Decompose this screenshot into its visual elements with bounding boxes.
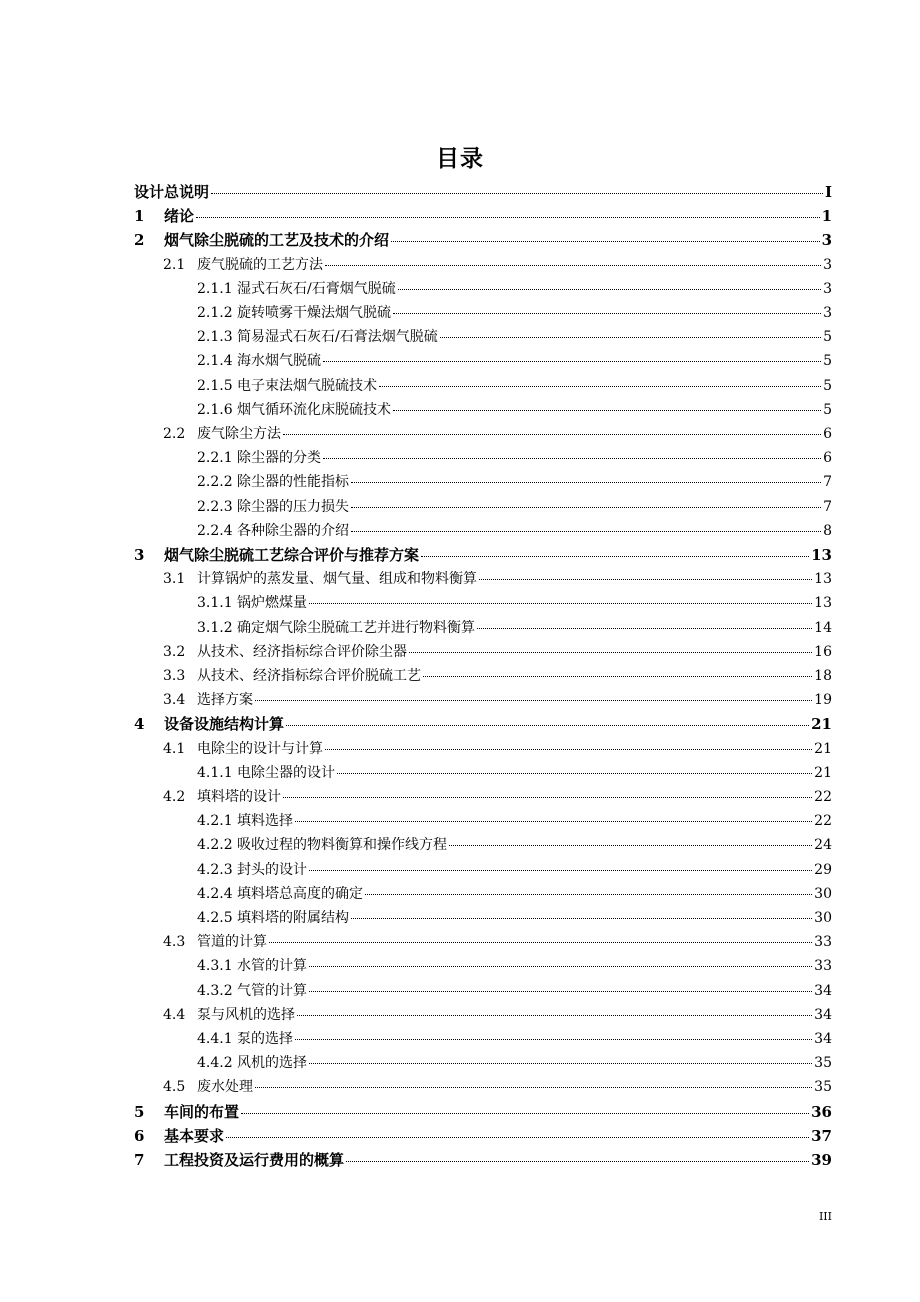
toc-entry[interactable] — [163, 931, 832, 951]
toc-entry-page: 35 — [814, 1079, 832, 1096]
toc-entry-label: 填料选择 — [237, 813, 293, 830]
toc-entry-number: 4.4.2 — [197, 1055, 233, 1072]
toc-entry-page: 36 — [811, 1102, 832, 1121]
toc-dot-leader — [365, 894, 812, 895]
toc-entry-page: 1 — [821, 207, 832, 226]
toc-entry-label: 烟气循环流化床脱硫技术 — [237, 401, 391, 418]
toc-dot-leader — [255, 700, 812, 701]
toc-entry-label: 从技术、经济指标综合评价除尘器 — [197, 643, 407, 660]
toc-entry-page: 6 — [823, 450, 832, 467]
toc-dot-leader — [323, 458, 821, 459]
toc-entry-number: 2.1.4 — [197, 353, 233, 370]
toc-entry-page: 30 — [814, 910, 832, 926]
toc-entry[interactable] — [197, 471, 832, 491]
toc-entry-number: 1 — [134, 207, 145, 226]
toc-entry[interactable] — [197, 520, 832, 540]
toc-entry-number: 4.4 — [163, 1006, 186, 1023]
toc-entry-number: 2.1.3 — [197, 329, 233, 346]
toc-entry-label: 水管的计算 — [237, 958, 307, 975]
toc-entry[interactable] — [134, 544, 832, 565]
toc-entry-page: 3 — [821, 231, 832, 250]
toc-entry-number: 4.1 — [163, 740, 186, 757]
toc-entry-label: 湿式石灰石/石膏烟气脱硫 — [237, 280, 396, 297]
toc-dot-leader — [309, 603, 812, 604]
toc-entry[interactable] — [134, 181, 832, 202]
toc-entry-label: 电除尘的设计与计算 — [197, 740, 323, 757]
toc-entry[interactable] — [163, 689, 832, 709]
toc-dot-leader — [449, 845, 812, 846]
toc-entry-label: 选择方案 — [197, 692, 253, 709]
toc-dot-leader — [269, 942, 812, 943]
toc-entry[interactable] — [134, 713, 832, 734]
toc-entry[interactable] — [197, 447, 832, 467]
toc-entry-page: 5 — [823, 353, 832, 370]
toc-entry-page: 14 — [814, 619, 832, 636]
toc-dot-leader — [325, 265, 821, 266]
page-number: III — [818, 1210, 832, 1223]
toc-entry-page: 13 — [814, 571, 832, 588]
toc-entry-number: 2.2.4 — [197, 522, 233, 539]
toc-dot-leader — [241, 1113, 809, 1114]
toc-entry-page: 3 — [823, 305, 832, 321]
toc-entry-label: 锅炉燃煤量 — [237, 595, 307, 612]
toc-entry[interactable] — [134, 229, 832, 250]
toc-entry[interactable] — [197, 810, 832, 830]
toc-dot-leader — [295, 1039, 812, 1040]
toc-entry-number: 3.3 — [163, 668, 186, 684]
toc-entry[interactable] — [197, 883, 832, 903]
toc-entry-page: 22 — [814, 789, 832, 805]
toc-dot-leader — [295, 821, 812, 822]
toc-entry-number: 4.4.1 — [197, 1031, 233, 1047]
toc-entry[interactable] — [134, 1101, 832, 1122]
toc-entry[interactable] — [163, 254, 832, 274]
toc-entry-number: 3.1.2 — [197, 619, 233, 636]
toc-entry-number: 3.2 — [163, 643, 186, 660]
toc-dot-leader — [409, 652, 812, 653]
toc-entry[interactable] — [197, 302, 832, 322]
toc-entry-label: 烟气除尘脱硫的工艺及技术的介绍 — [164, 231, 390, 250]
toc-entry-number: 3 — [134, 546, 145, 564]
toc-entry-label: 封头的设计 — [237, 861, 307, 878]
toc-entry-page: 21 — [811, 715, 832, 734]
toc-entry-label: 电除尘器的设计 — [237, 764, 335, 781]
toc-dot-leader — [196, 217, 820, 218]
toc-entry-page: 3 — [823, 280, 832, 297]
toc-entry[interactable] — [197, 762, 832, 782]
toc-dot-leader — [226, 1137, 809, 1138]
toc-entry-label: 废气除尘方法 — [197, 426, 281, 442]
toc-entry-label: 烟气除尘脱硫工艺综合评价与推荐方案 — [164, 546, 420, 564]
toc-dot-leader — [351, 482, 821, 483]
toc-entry[interactable] — [163, 423, 832, 443]
toc-entry-number: 2.2.1 — [197, 450, 233, 467]
toc-entry-label: 基本要求 — [164, 1126, 225, 1145]
toc-entry-number: 2.2.3 — [197, 498, 233, 515]
toc-dot-leader — [379, 386, 821, 387]
toc-entry-label: 海水烟气脱硫 — [237, 353, 321, 370]
toc-entry-number: 4.2.3 — [197, 861, 233, 878]
toc-dot-leader — [283, 797, 812, 798]
toc-entry-label: 工程投资及运行费用的概算 — [164, 1151, 345, 1169]
toc-dot-leader — [309, 991, 812, 992]
toc-entry-label: 填料塔的设计 — [197, 789, 281, 805]
toc-dot-leader — [323, 361, 821, 362]
toc-entry[interactable] — [134, 1149, 832, 1170]
toc-entry-label: 从技术、经济指标综合评价脱硫工艺 — [197, 668, 421, 684]
toc-entry-number: 2 — [134, 231, 145, 250]
toc-entry-number: 3.4 — [163, 692, 186, 709]
toc-dot-leader — [391, 241, 820, 242]
toc-entry[interactable] — [197, 617, 832, 637]
toc-entry-page: 7 — [823, 498, 832, 515]
toc-entry-label: 吸收过程的物料衡算和操作线方程 — [237, 837, 447, 854]
toc-entry[interactable] — [197, 1052, 832, 1072]
toc-entry-label: 旋转喷雾干燥法烟气脱硫 — [237, 305, 391, 321]
toc-entry[interactable] — [197, 955, 832, 975]
toc-entry-number: 3.1 — [163, 571, 186, 588]
toc-entry-label: 填料塔总高度的确定 — [237, 885, 363, 902]
toc-entry-page: 19 — [814, 692, 832, 709]
toc-entry-label: 设备设施结构计算 — [164, 715, 285, 734]
toc-entry-number: 7 — [134, 1151, 145, 1169]
toc-dot-leader — [211, 193, 823, 194]
toc-entry[interactable] — [197, 859, 832, 879]
toc-dot-leader — [440, 337, 821, 338]
toc-entry-page: 13 — [811, 546, 832, 564]
toc-dot-leader — [325, 749, 812, 750]
toc-entry-number: 3.1.1 — [197, 595, 233, 612]
toc-entry[interactable] — [197, 1028, 832, 1048]
toc-entry-page: 21 — [814, 740, 832, 757]
toc-entry-number: 2.2 — [163, 426, 186, 442]
toc-entry[interactable] — [197, 278, 832, 298]
toc-dot-leader — [393, 313, 821, 314]
toc-entry-label: 除尘器的性能指标 — [237, 474, 349, 491]
toc-entry-number: 4 — [134, 715, 145, 734]
toc-entry-number: 4.3.2 — [197, 982, 233, 999]
toc-dot-leader — [309, 1063, 812, 1064]
toc-entry-page: 30 — [814, 885, 832, 902]
toc-entry[interactable] — [197, 326, 832, 346]
toc-entry-page: 16 — [814, 643, 832, 660]
toc-entry[interactable] — [197, 834, 832, 854]
toc-entry-page: 34 — [814, 982, 832, 999]
toc-dot-leader — [398, 289, 821, 290]
toc-dot-leader — [309, 966, 812, 967]
toc-dot-leader — [337, 773, 812, 774]
toc-entry[interactable] — [163, 786, 832, 806]
toc-entry-label: 泵的选择 — [237, 1031, 293, 1047]
toc-dot-leader — [351, 918, 812, 919]
toc-dot-leader — [351, 507, 821, 508]
toc-entry-number: 4.1.1 — [197, 764, 233, 781]
toc-entry-label: 各种除尘器的介绍 — [237, 522, 349, 539]
toc-entry-label: 管道的计算 — [197, 934, 267, 951]
toc-entry-page: 13 — [814, 595, 832, 612]
toc-entry-page: 33 — [814, 958, 832, 975]
toc-dot-leader — [297, 1015, 812, 1016]
toc-entry-page: 39 — [811, 1151, 832, 1169]
toc-entry-label: 气管的计算 — [237, 982, 307, 999]
toc-entry[interactable] — [197, 350, 832, 370]
toc-dot-leader — [283, 434, 821, 435]
toc-entry-number: 2.1.1 — [197, 280, 233, 297]
toc-entry-page: 34 — [814, 1031, 832, 1047]
toc-entry-number: 6 — [134, 1126, 145, 1145]
toc-entry-label: 计算锅炉的蒸发量、烟气量、组成和物料衡算 — [197, 571, 477, 588]
toc-dot-leader — [479, 579, 812, 580]
toc-entry-number: 2.2.2 — [197, 474, 233, 491]
toc-entry[interactable] — [134, 1125, 832, 1146]
toc-entry-label: 确定烟气除尘脱硫工艺并进行物料衡算 — [237, 619, 475, 636]
toc-entry[interactable] — [197, 592, 832, 612]
toc-entry[interactable] — [163, 738, 832, 758]
toc-entry-page: 18 — [814, 668, 832, 684]
toc-dot-leader — [351, 531, 821, 532]
toc-dot-leader — [421, 556, 809, 557]
toc-entry-number: 5 — [134, 1102, 145, 1121]
toc-entry-page: 5 — [823, 401, 832, 418]
toc-entry-label: 废水处理 — [197, 1079, 253, 1096]
toc-entry[interactable] — [197, 375, 832, 395]
toc-dot-leader — [477, 628, 812, 629]
toc-dot-leader — [255, 1087, 812, 1088]
toc-dot-leader — [393, 410, 821, 411]
toc-entry-page: 33 — [814, 934, 832, 951]
toc-entry-label: 简易湿式石灰石/石膏法烟气脱硫 — [237, 329, 438, 346]
toc-entry-page: 24 — [814, 837, 832, 854]
toc-entry-page: 34 — [814, 1006, 832, 1023]
toc-entry-label: 废气脱硫的工艺方法 — [197, 256, 323, 273]
toc-entry-number: 4.3.1 — [197, 958, 233, 975]
toc-entry[interactable] — [163, 641, 832, 661]
toc-entry[interactable] — [197, 980, 832, 1000]
toc-entry-page: 22 — [814, 813, 832, 830]
toc-entry-number: 4.2.1 — [197, 813, 233, 830]
toc-entry-number: 4.3 — [163, 934, 186, 951]
toc-entry[interactable] — [134, 205, 832, 226]
toc-entry-page: I — [824, 183, 832, 201]
toc-entry-page: 8 — [823, 522, 832, 539]
toc-entry-label: 填料塔的附属结构 — [237, 910, 349, 926]
toc-entry-page: 7 — [823, 474, 832, 491]
toc-entry-page: 29 — [814, 861, 832, 878]
toc-entry-page: 35 — [814, 1055, 832, 1072]
toc-entry[interactable] — [163, 1076, 832, 1096]
toc-dot-leader — [423, 676, 812, 677]
toc-entry[interactable] — [163, 665, 832, 685]
toc-entry-label: 电子束法烟气脱硫技术 — [237, 377, 377, 394]
toc-entry-number: 4.2.4 — [197, 885, 233, 902]
toc-entry-number: 2.1.6 — [197, 401, 233, 418]
toc-entry-page: 5 — [823, 377, 832, 394]
toc-entry-label: 泵与风机的选择 — [197, 1006, 295, 1023]
toc-dot-leader — [286, 725, 809, 726]
toc-dot-leader — [309, 870, 812, 871]
toc-entry-number: 4.2.2 — [197, 837, 233, 854]
toc-entry-label: 风机的选择 — [237, 1055, 307, 1072]
toc-entry-number: 4.2.5 — [197, 910, 233, 926]
toc-title: 目录 — [436, 145, 484, 172]
toc-entry-page: 37 — [811, 1126, 832, 1145]
toc-entry-label: 车间的布置 — [164, 1102, 240, 1121]
toc-entry-number: 4.2 — [163, 789, 186, 805]
toc-entry[interactable] — [163, 568, 832, 588]
toc-entry-label: 绪论 — [164, 207, 195, 226]
toc-entry-number: 2.1 — [163, 256, 186, 273]
toc-dot-leader — [346, 1161, 809, 1162]
toc-entry[interactable] — [163, 1004, 832, 1024]
toc-entry[interactable] — [197, 399, 832, 419]
toc-entry-number: 2.1.2 — [197, 305, 233, 321]
toc-entry-page: 6 — [823, 426, 832, 442]
toc-entry-number: 2.1.5 — [197, 377, 233, 394]
toc-entry[interactable] — [197, 496, 832, 516]
toc-entry-page: 5 — [823, 329, 832, 346]
toc-entry-number: 4.5 — [163, 1079, 186, 1096]
toc-entry-page: 3 — [823, 256, 832, 273]
toc-entry-label: 设计总说明 — [134, 183, 210, 201]
toc-entry-label: 除尘器的压力损失 — [237, 498, 349, 515]
toc-entry[interactable] — [197, 907, 832, 927]
toc-entry-label: 除尘器的分类 — [237, 450, 321, 467]
toc-entry-page: 21 — [814, 764, 832, 781]
